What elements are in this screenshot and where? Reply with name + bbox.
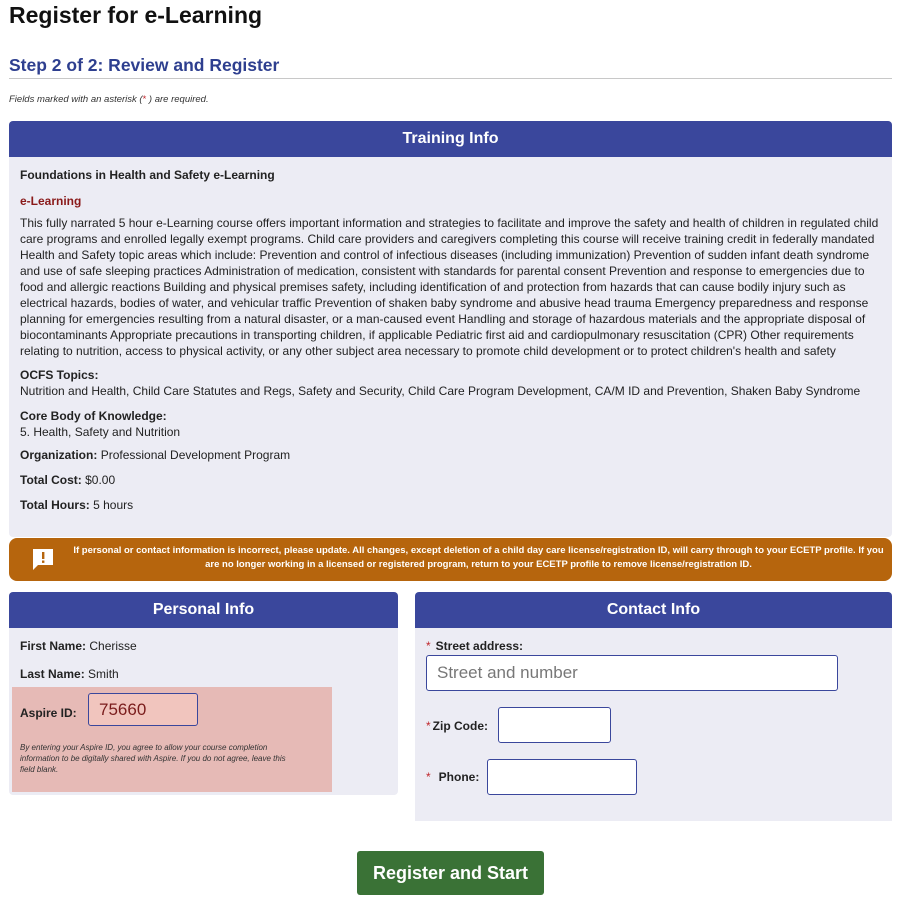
ocfs-topics-label: OCFS Topics:: [20, 368, 99, 382]
organization-value: Professional Development Program: [100, 448, 291, 462]
step-divider: [9, 78, 892, 79]
total-cost-label: Total Cost:: [20, 473, 82, 487]
course-type: e-Learning: [20, 194, 82, 208]
training-info-header: Training Info: [9, 121, 892, 157]
aspire-id-section: [12, 687, 332, 792]
core-body-of-knowledge: [20, 408, 881, 440]
street-address-label: * Street address:: [426, 639, 524, 653]
contact-info-header: Contact Info: [415, 592, 892, 628]
course-name: Foundations in Health and Safety e-Learning: [20, 168, 275, 182]
required-asterisk: *: [426, 770, 431, 784]
update-info-notice: [9, 538, 892, 581]
last-name-value: Smith: [88, 667, 119, 681]
zip-code-label: * Zip Code:: [426, 719, 488, 733]
last-name-label: Last Name:: [20, 667, 85, 681]
contact-info-body: [415, 628, 892, 821]
cbk-value: 5. Health, Safety and Nutrition: [20, 425, 181, 439]
total-hours-row: [20, 497, 881, 513]
contact-info-panel: [415, 592, 892, 821]
training-info-body: [9, 157, 892, 537]
first-name-row: [20, 639, 137, 653]
required-asterisk: *: [142, 94, 147, 105]
ocfs-topics-value: Nutrition and Health, Child Care Statutes and Regs, Safety and Security, Child Care Program Development, CA/M ID and Prevention, Shaken Baby Syndrome: [20, 384, 861, 398]
first-name-label: First Name:: [20, 639, 87, 653]
organization-row: [20, 447, 881, 463]
zip-code-input[interactable]: [498, 707, 611, 743]
aspire-id-input[interactable]: [88, 693, 198, 726]
required-fields-note: Fields marked with an asterisk (* ) are required.: [9, 94, 209, 105]
last-name-row: [20, 667, 119, 681]
total-cost-row: [20, 472, 881, 488]
total-cost-value: $0.00: [85, 473, 116, 487]
personal-info-body: [9, 628, 398, 795]
street-address-input[interactable]: [426, 655, 838, 691]
register-and-start-button[interactable]: Register and Start: [357, 851, 544, 895]
cbk-label: Core Body of Knowledge:: [20, 409, 167, 423]
required-asterisk: *: [426, 719, 431, 733]
aspire-id-note: By entering your Aspire ID, you agree to allow your course completion information to be digitally shared with Aspire. If you do not agree, leave this field blank.: [20, 743, 286, 774]
first-name-value: Cherisse: [89, 639, 137, 653]
total-hours-label: Total Hours:: [20, 498, 90, 512]
phone-label: * Phone:: [426, 770, 480, 784]
organization-label: Organization:: [20, 448, 98, 462]
personal-info-panel: [9, 592, 398, 795]
page-title: Register for e-Learning: [9, 2, 263, 28]
step-title: Step 2 of 2: Review and Register: [9, 55, 280, 75]
training-info-panel: [9, 121, 892, 537]
phone-input[interactable]: [487, 759, 637, 795]
notice-text: If personal or contact information is incorrect, please update. All changes, except deletion of a child day care license/registration ID, will carry through to your ECETP profile. If you are no longer working in a licensed or registered program, return to your ECETP profile to remove license/registration ID.: [73, 545, 884, 570]
aspire-id-label: Aspire ID:: [20, 706, 77, 720]
required-asterisk: *: [426, 639, 431, 653]
total-hours-value: 5 hours: [93, 498, 134, 512]
personal-info-header: Personal Info: [9, 592, 398, 628]
alert-message-icon: [31, 547, 55, 571]
ocfs-topics: [20, 367, 881, 399]
course-description: This fully narrated 5 hour e-Learning course offers important information and strategies to facilitate and improve the safety and health of children in regulated child care programs and enrolled legally exempt programs. Child care providers and caregivers completing this course will receive training credit in federally mandated Health and Safety topic areas which include: Prevention and control of infectious diseases (including immunization) Prevention of sudden infant death syndrome and use of safe sleeping practices Administration of medication, consistent with standards for parental consent Prevention and response to emergencies due to food and allergic reactions Building and physical premises safety, including identification of and protection from hazards that can cause bodily injury such as electrical hazards, bodies of water, and vehicular traffic Prevention of shaken baby syndrome and abusive head trauma Emergency preparedness and response planning for emergencies resulting from a natural disaster, or a man-caused event Handling and storage of hazardous materials and the appropriate disposal of biocontaminants Appropriate precautions in transporting children, if applicable Pediatric first aid and cardiopulmonary resuscitation (CPR) Other requirements relating to nutrition, access to physical activity, or any other subject area necessary to promote child development or to protect children's health and safety: [20, 216, 879, 358]
